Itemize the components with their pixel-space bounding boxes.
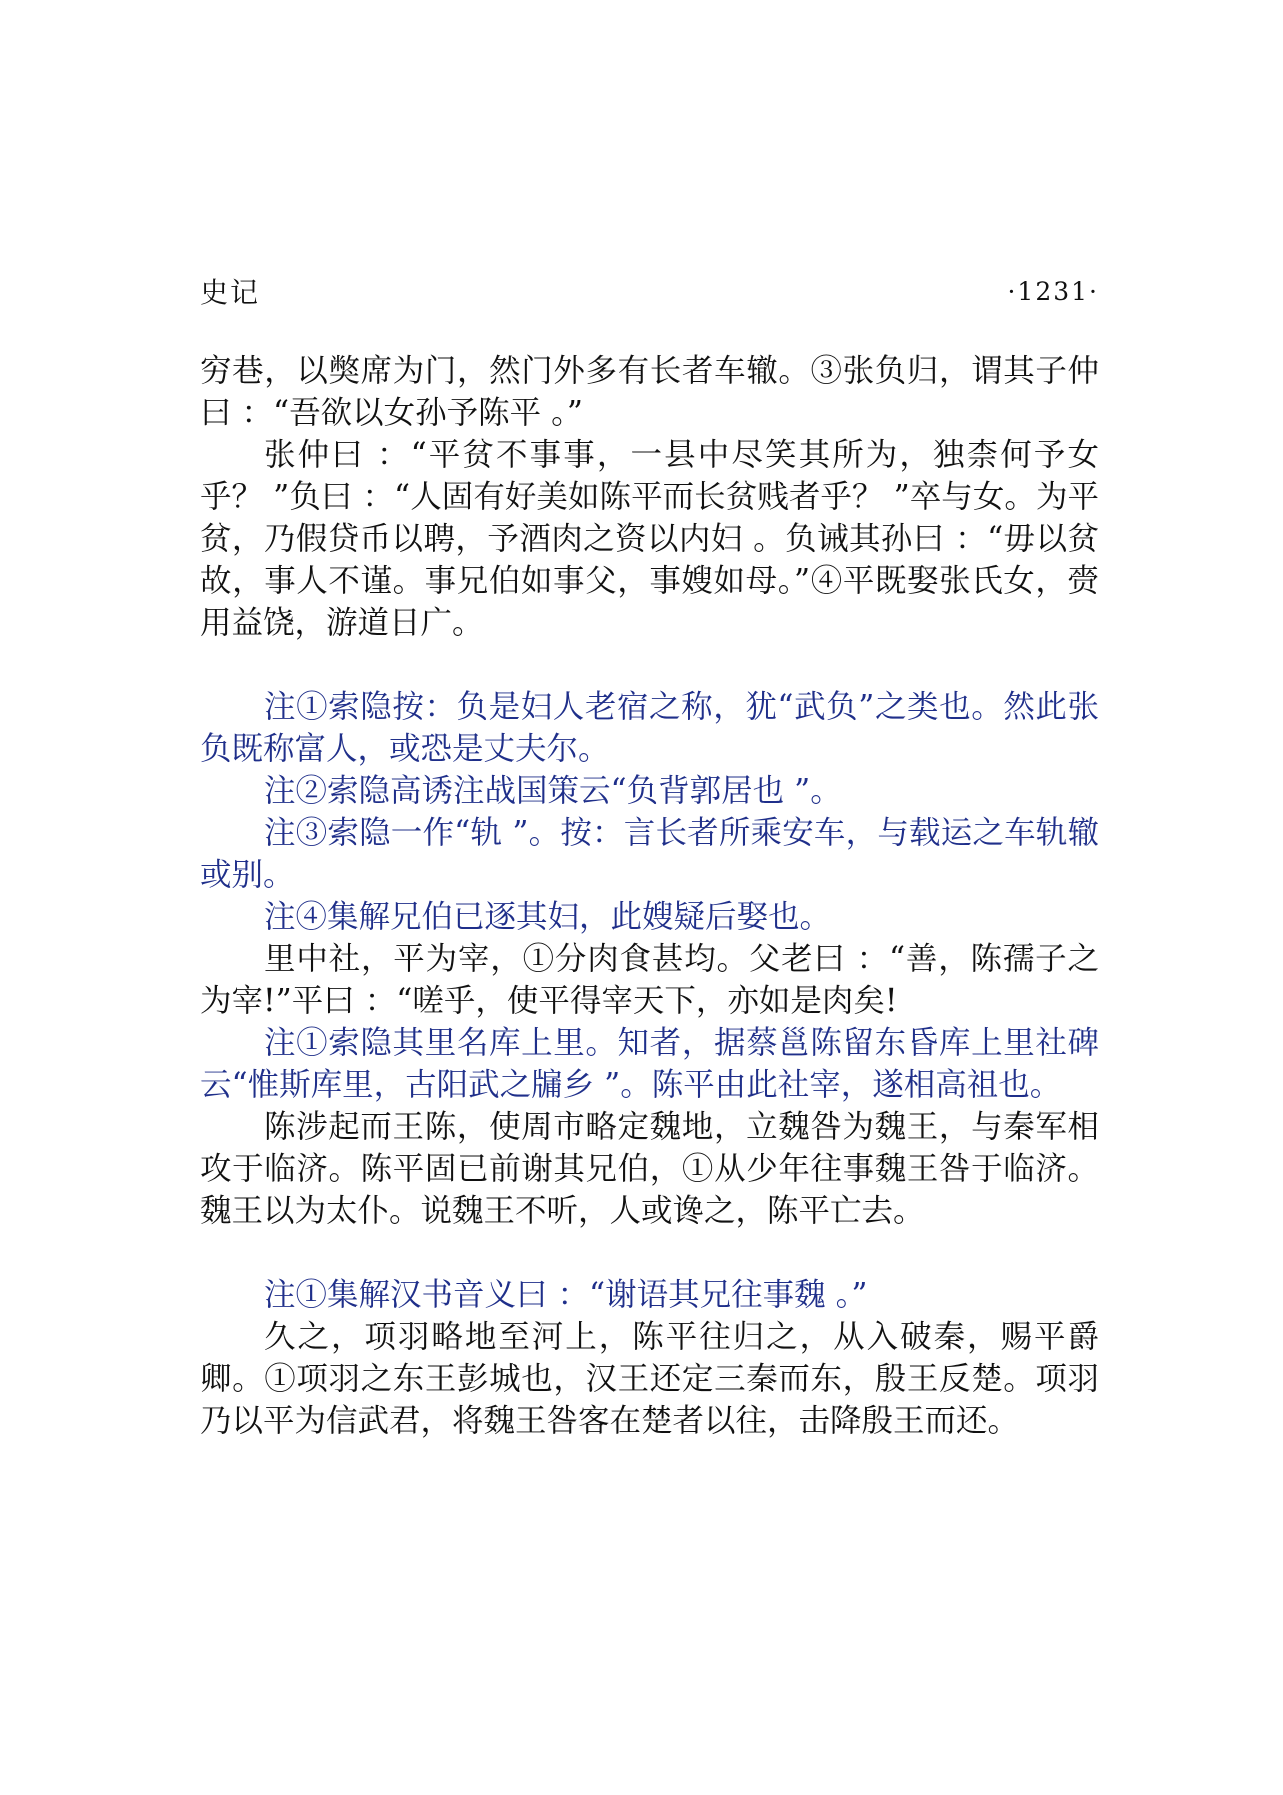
main-paragraph-4: 陈涉起而王陈，使周市略定魏地，立魏咎为魏王，与秦军相攻于临济。陈平固已前谢其兄伯，①从少年往事魏王咎于临济。魏王以为太仆。说魏王不听，人或谗之，陈平亡去。 — [200, 1109, 1099, 1229]
annotation-paragraph-4: 注④集解兄伯已逐其妇，此嫂疑后娶也。 — [264, 899, 832, 935]
page-header — [200, 268, 1099, 314]
annotation-paragraph-3: 注③索隐一作“轨 ”。按：言长者所乘安车，与载运之车轨辙或别。 — [200, 815, 1099, 893]
page-number: ·1231· — [1007, 276, 1099, 306]
main-paragraph-2: 张仲曰 ：“平贫不事事，一县中尽笑其所为，独柰何予女乎？ ”负曰 ：“人固有好美如陈平而长贫贱者乎？ ”卒与女。为平贫，乃假贷币以聘，予酒肉之资以内妇 。负诫其孙曰 ：“毋以贫故，事人不谨。事兄伯如事父，事嫂如母。”④平既娶张氏女，赍用益饶，游道日广。 — [200, 437, 1099, 641]
annotation-paragraph-6: 注①集解汉书音义曰 ：“谢语其兄往事魏 。” — [264, 1277, 868, 1313]
body-text — [200, 350, 1099, 1442]
main-paragraph-3: 里中社，平为宰，①分肉食甚均。父老曰 ：“善，陈孺子之为宰!”平曰 ：“嗟乎，使平得宰天下，亦如是肉矣! — [200, 941, 1099, 1019]
book-title: 史记 — [200, 276, 261, 309]
main-paragraph-1: 穷巷，以獘席为门，然门外多有长者车辙。③张负归，谓其子仲曰 ：“吾欲以女孙予陈平 。” — [200, 353, 1099, 431]
annotation-paragraph-5: 注①索隐其里名库上里。知者，据蔡邕陈留东昏库上里社碑云“惟斯库里，古阳武之牖乡 ”。陈平由此社宰，遂相高祖也。 — [200, 1025, 1099, 1103]
main-paragraph-5: 久之，项羽略地至河上，陈平往归之，从入破秦，赐平爵卿。①项羽之东王彭城也，汉王还定三秦而东，殷王反楚。项羽乃以平为信武君，将魏王咎客在楚者以往，击降殷王而还。 — [200, 1319, 1099, 1439]
annotation-paragraph-2: 注②索隐高诱注战国策云“负背郭居也 ”。 — [264, 773, 842, 809]
annotation-paragraph-1: 注①索隐按：负是妇人老宿之称，犹“武负”之类也。然此张负既称富人，或恐是丈夫尔。 — [200, 689, 1099, 767]
